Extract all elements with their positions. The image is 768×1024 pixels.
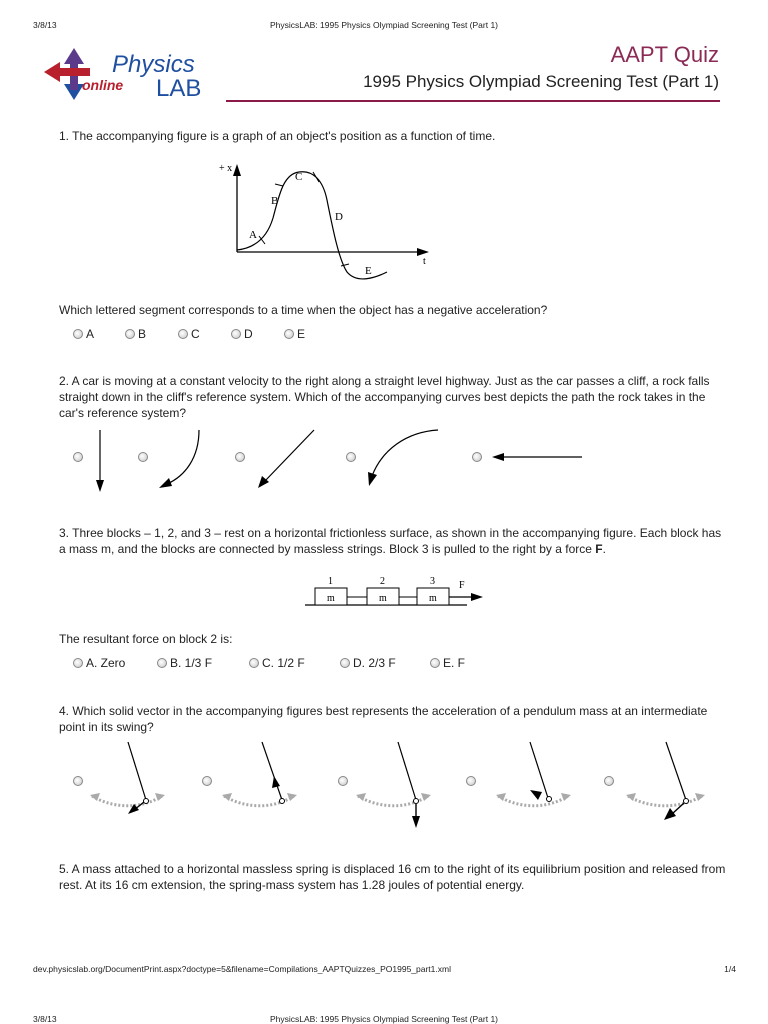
q3-option-e[interactable]: [430, 656, 465, 670]
q3-block-2-label: 2: [380, 576, 385, 587]
radio-icon[interactable]: [73, 658, 83, 668]
q4-option-5-radio[interactable]: [604, 776, 614, 786]
q1-option-label: D: [244, 327, 253, 341]
q4-text: 4. Which solid vector in the accompanying figures best represents the acceleration of a pendulum mass at an intermediate point in its swing?: [59, 704, 708, 734]
quiz-label: AAPT Quiz: [610, 42, 719, 67]
q1-label-e: E: [365, 265, 372, 277]
q2-curve-diagonal: [254, 428, 318, 490]
q1-figure: [215, 160, 435, 287]
q1-xaxis-label: t: [423, 256, 426, 267]
q3-prompt: The resultant force on block 2 is:: [59, 632, 233, 646]
q2-options: [0, 424, 768, 496]
radio-icon[interactable]: [157, 658, 167, 668]
q4-options: [0, 738, 768, 830]
q1-option-label: B: [138, 327, 147, 341]
q1-option-c[interactable]: [178, 327, 200, 341]
q3-option-label: C. 1/2 F: [262, 656, 305, 670]
logo-online: online: [82, 77, 124, 93]
q2-curve-horizontal-left: [490, 448, 584, 466]
print-date: 3/8/13: [33, 20, 57, 30]
q3-text: [59, 525, 727, 557]
q3-option-b[interactable]: [157, 656, 212, 670]
q3-mass-2: m: [379, 593, 387, 604]
footer-url[interactable]: dev.physicslab.org/DocumentPrint.aspx?doctype=5&filename=Compilations_AAPTQuizzes_PO1995_part1.xml: [33, 964, 451, 974]
q1-option-label: A: [86, 327, 95, 341]
q1-option-d[interactable]: [231, 327, 253, 341]
q3-option-label: A. Zero: [86, 656, 126, 670]
q4-pendulum-5: [624, 740, 708, 824]
footer-page-number: 1/4: [724, 964, 736, 974]
q2-option-4-radio[interactable]: [346, 452, 356, 462]
logo-mark: [42, 46, 212, 106]
q1-prompt: Which lettered segment corresponds to a time when the object has a negative acceleration?: [59, 303, 548, 317]
radio-icon[interactable]: [430, 658, 440, 668]
q1-yaxis-label: + x: [219, 163, 233, 174]
q4-option-3-radio[interactable]: [338, 776, 348, 786]
test-title: 1995 Physics Olympiad Screening Test (Part 1): [363, 72, 719, 91]
q3-text-force: F: [595, 542, 603, 556]
q1-option-label: E: [297, 327, 306, 341]
q3-force-label: F: [459, 580, 465, 591]
q3-text-main: 3. Three blocks – 1, 2, and 3 – rest on a horizontal frictionless surface, as shown in the accompanying figure. Each block has a mass m, and the blocks are connected by massless strings. Block 3 is pulled to the right by a force: [59, 526, 722, 556]
q1-label-b: B: [271, 195, 279, 207]
radio-icon[interactable]: [231, 329, 241, 339]
q4-pendulum-2: [220, 740, 300, 820]
radio-icon[interactable]: [284, 329, 294, 339]
q2-option-2-radio[interactable]: [138, 452, 148, 462]
q3-option-d[interactable]: [340, 656, 396, 670]
q4-option-1-radio[interactable]: [73, 776, 83, 786]
q3-option-a[interactable]: [73, 656, 125, 670]
q2-option-5-radio[interactable]: [472, 452, 482, 462]
q2-curve-down-left: [155, 428, 205, 490]
print-title: PhysicsLAB: 1995 Physics Olympiad Screening Test (Part 1): [269, 20, 499, 30]
q5-text: 5. A mass attached to a horizontal massless spring is displaced 16 cm to the right of its equilibrium position and released from rest. At its 16 cm extension, the spring-mass system has 1.28 joules of potential energy.: [59, 862, 726, 892]
q3-block-1-label: 1: [328, 576, 333, 587]
radio-icon[interactable]: [125, 329, 135, 339]
q3-mass-3: m: [429, 593, 437, 604]
q1-option-e[interactable]: [284, 327, 305, 341]
q1-option-b[interactable]: [125, 327, 146, 341]
q2-curve-arc-left: [362, 426, 442, 490]
q1-text: 1. The accompanying figure is a graph of an object's position as a function of time.: [59, 129, 496, 143]
radio-icon[interactable]: [178, 329, 188, 339]
q4-option-2-radio[interactable]: [202, 776, 212, 786]
q4-pendulum-4: [494, 740, 574, 820]
q4-pendulum-3: [354, 740, 434, 832]
radio-icon[interactable]: [340, 658, 350, 668]
radio-icon[interactable]: [249, 658, 259, 668]
q4-option-4-radio[interactable]: [466, 776, 476, 786]
q3-figure: [303, 572, 487, 617]
q1-label-c: C: [295, 171, 303, 183]
q2-option-1-radio[interactable]: [73, 452, 83, 462]
q2-curve-straight-down: [92, 428, 110, 494]
header-rule: [226, 100, 720, 102]
next-print-date: 3/8/13: [33, 1014, 57, 1024]
radio-icon[interactable]: [73, 329, 83, 339]
logo-lab: LAB: [156, 75, 202, 102]
q2-text: 2. A car is moving at a constant velocity to the right along a straight level highway. Just as the car passes a cliff, a rock falls straight down in the cliff's reference system. Which of the accompanying curves best depicts the path the rock takes in the car's reference system?: [59, 374, 710, 420]
q3-mass-1: m: [327, 593, 335, 604]
q3-option-label: D. 2/3 F: [353, 656, 396, 670]
q3-text-end: .: [602, 542, 606, 556]
q1-option-label: C: [191, 327, 200, 341]
physicslab-logo[interactable]: [42, 46, 212, 106]
q2-option-3-radio[interactable]: [235, 452, 245, 462]
q3-block-3-label: 3: [430, 576, 435, 587]
q3-option-label: E. F: [443, 656, 466, 670]
q1-label-d: D: [335, 211, 343, 223]
q1-option-a[interactable]: [73, 327, 94, 341]
logo-physics: Physics: [112, 51, 195, 78]
q3-option-c[interactable]: [249, 656, 305, 670]
q1-label-a: A: [249, 229, 257, 241]
next-print-title: PhysicsLAB: 1995 Physics Olympiad Screening Test (Part 1): [269, 1014, 499, 1024]
q4-pendulum-1: [88, 740, 168, 820]
q3-option-label: B. 1/3 F: [170, 656, 213, 670]
